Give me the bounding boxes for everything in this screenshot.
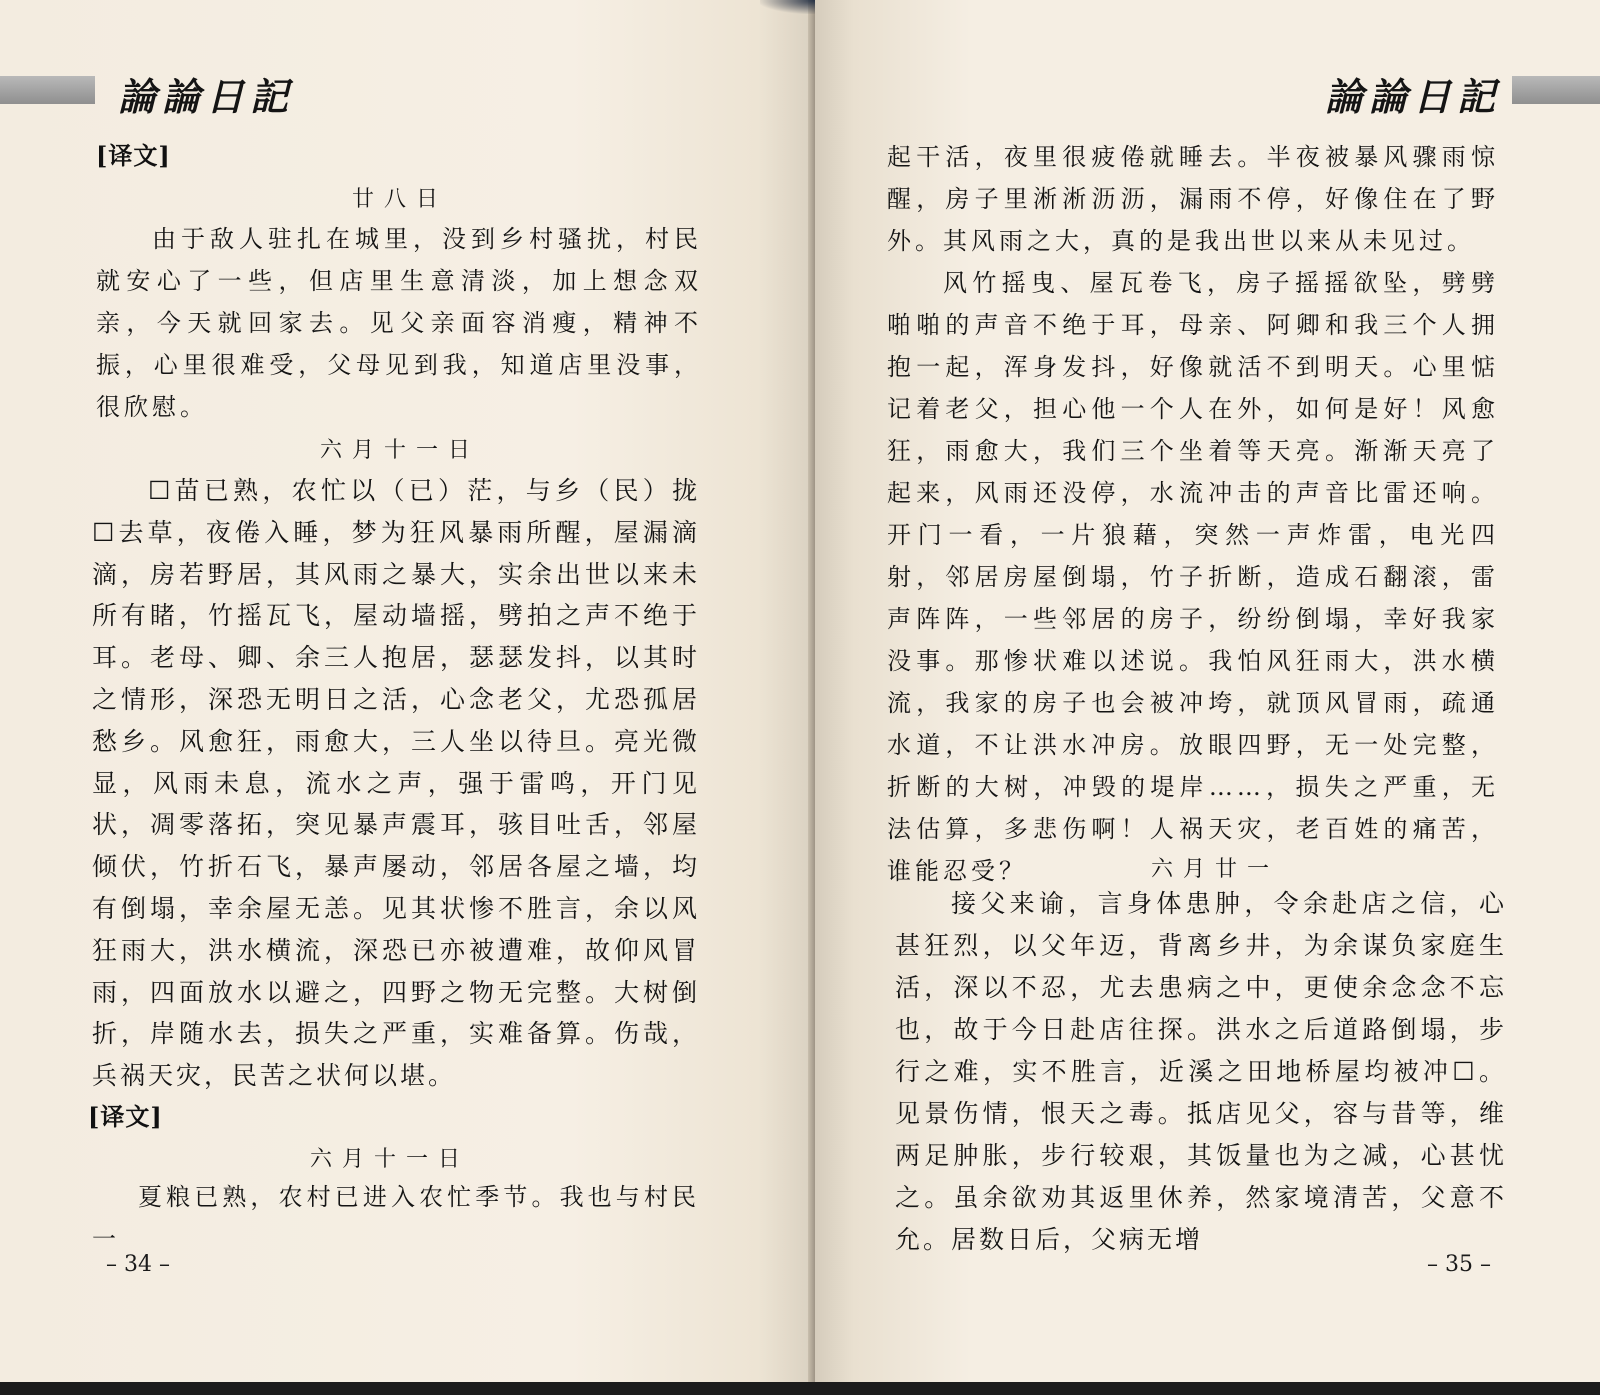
translation-label-2: [译文] [88,1102,163,1131]
date-heading-0611-translation: 六月十一日 [309,1147,470,1172]
paragraph-continued [887,136,1499,262]
paragraph-text: 接父来谕，言身体患肿，令余赴店之信，心甚狂烈，以父年迈，背离乡井，为余谋负家庭生活，深以不忍，尤去患病之中，更使余念念不忘也，故于今日赴店往探。洪水之后道路倒塌，步行之难，实不胜言，近溪之田地桥屋均被冲☐。见景伤情，恨天之毒。抵店见父，容与昔等，维两足肿胀，步行较艰，其饭量也为之减，心甚忧之。虽余欲劝其返里休养，然家境清苦，父意不允。居数日后，父病无增 [895,889,1507,1254]
date-heading-28: 廿八日 [351,187,448,212]
running-head-right: 論論日記 [1325,74,1502,119]
right-page [815,0,1600,1395]
paragraph-28 [96,218,702,428]
translation-label-1: [译文] [96,141,171,170]
header-rule-left [0,76,95,104]
scan-bottom-edge [0,1382,1600,1395]
paragraph-text: ☐苗已熟，农忙以（已）茫，与乡（民）拢☐去草，夜倦入睡，梦为狂风暴雨所醒，屋漏滴滴，房若野居，其风雨之暴大，实余出世以来未所有睹，竹摇瓦飞，屋动墙摇，劈拍之声不绝于耳。老母、卿、余三人抱居，瑟瑟发抖，以其时之情形，深恐无明日之活，心念老父，尤恐孤居愁乡。风愈狂，雨愈大，三人坐以待旦。亮光微显，风雨未息，流水之声，强于雷鸣，开门见状，凋零落拓，突见暴声震耳，骇目吐舌，邻屋倾伏，竹折石飞，暴声屡动，邻居各屋之墙，均有倒塌，幸余屋无恙。见其状惨不胜言，余以风狂雨大，洪水横流，深恐已亦被遭难，故仰风冒雨，四面放水以避之，四野之物无完整。大树倒折，岸随水去，损失之严重，实难备算。伤哉，兵祸天灾，民苦之状何以堪。 [92,476,700,1091]
paragraph-0621-original [895,883,1507,1261]
paragraph-text: 风竹摇曳、屋瓦卷飞，房子摇摇欲坠，劈劈啪啪的声音不绝于耳，母亲、阿卿和我三个人拥抱一起，浑身发抖，好像就活不到明天。心里惦记着老父，担心他一个人在外，如何是好！风愈狂，雨愈大，我们三个坐着等天亮。渐渐天亮了起来，风雨还没停，水流冲击的声音比雷还响。开门一看，一片狼藉，突然一声炸雷，电光四射，邻居房屋倒塌，竹子折断，造成石翻滚，雷声阵阵，一些邻居的房子，纷纷倒塌，幸好我家没事。那惨状难以述说。我怕风狂雨大，洪水横流，我家的房子也会被冲垮，就顶风冒雨，疏通水道，不让洪水冲房。放眼四野，无一处完整，折断的大树，冲毁的堤岸……，损失之严重，无法估算，多悲伤啊！人祸天灾，老百姓的痛苦，谁能忍受？ [887,269,1499,885]
paragraph-text: 夏粮已熟，农村已进入农忙季节。我也与村民一 [92,1183,700,1253]
date-heading-0611: 六月十一日 [319,438,480,463]
date-heading-0621: 六月廿一 [1150,857,1279,882]
paragraph-storm-translation [887,262,1499,892]
paragraph-0611-original [92,470,700,1097]
header-rule-right [1512,76,1600,104]
paragraph-text: 由于敌人驻扎在城里，没到乡村骚扰，村民就安心了一些，但店里生意清淡，加上想念双亲，今天就回家去。见父亲面容消瘦，精神不振，心里很难受，父母见到我，知道店里没事，很欣慰。 [96,225,702,421]
paragraph-text: 起干活，夜里很疲倦就睡去。半夜被暴风骤雨惊醒，房子里淅淅沥沥，漏雨不停，好像住在了野外。其风雨之大，真的是我出世以来从未见过。 [887,143,1499,255]
page-number-left: – 34 – [106,1252,170,1277]
page-number-right: – 35 – [1427,1252,1491,1277]
paragraph-0611-translation [92,1176,700,1260]
running-head-left: 論論日記 [118,74,295,119]
